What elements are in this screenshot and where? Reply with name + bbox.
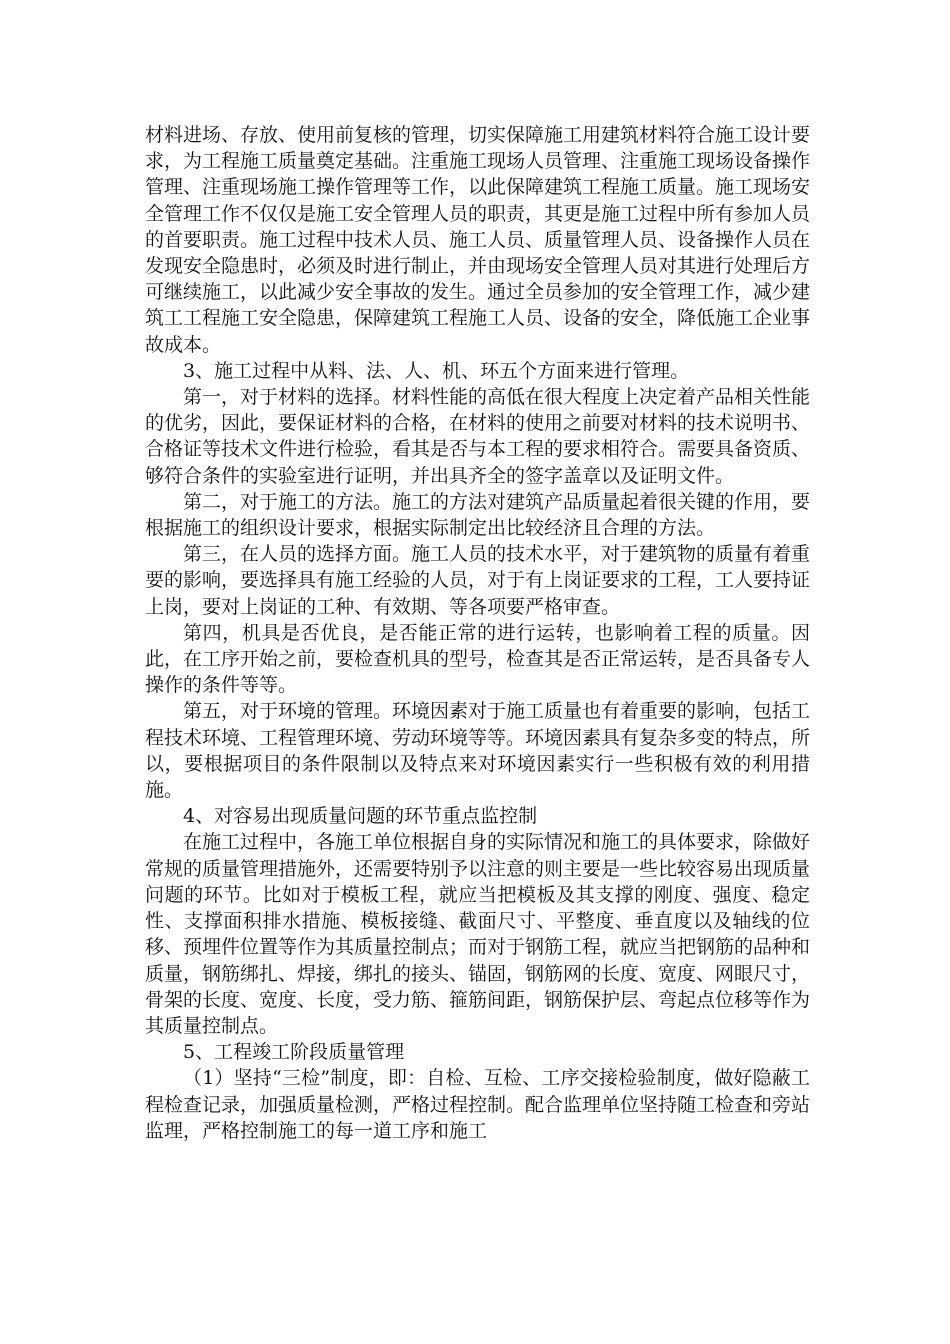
paragraph-6: 第四，机具是否优良，是否能正常的进行运转，也影响着工程的质量。因此，在工序开始之前，要检查机具的型号，检查其是否正常运转，是否具备专人操作的条件等等。 (145, 621, 811, 697)
paragraph-10: 5、工程竣工阶段质量管理 (183, 1041, 405, 1064)
paragraph-4: 第二，对于施工的方法。施工的方法对建筑产品质量起着很关键的作用，要根据施工的组织设计要求，根据实际制定出比较经济且合理的方法。 (145, 490, 811, 540)
paragraph-3: 第一，对于材料的选择。材料性能的高低在很大程度上决定着产品相关性能的优劣，因此，要保证材料的合格，在材料的使用之前要对材料的技术说明书、合格证等技术文件进行检验，看其是否与本工程的要求相符合。需要具备资质、够符合条件的实验室进行证明，并出具齐全的签字盖章以及证明文件。 (145, 386, 811, 487)
paragraph-2: 3、施工过程中从料、法、人、机、环五个方面来进行管理。 (183, 359, 690, 382)
paragraph-5: 第三，在人员的选择方面。施工人员的技术水平，对于建筑物的质量有着重要的影响，要选择具有施工经验的人员，对于有上岗证要求的工程，工人要持证上岗，要对上岗证的工种、有效期、等各项要严格审查。 (145, 543, 811, 618)
paragraph-11: （1）坚持“三检”制度，即：自检、互检、工序交接检验制度，做好隐蔽工程检查记录，加强质量检测，严格过程控制。配合监理单位坚持随工检查和旁站监理，严格控制施工的每一道工序和施工 (145, 1067, 811, 1142)
document-body (145, 122, 810, 1144)
paragraph-7: 第五，对于环境的管理。环境因素对于施工质量也有着重要的影响，包括工程技术环境、工程管理环境、劳动环境等等。环境因素具有复杂多变的特点，所以，要根据项目的条件限制以及特点来对环境因素实行一些积极有效的利用措施。 (145, 700, 811, 802)
paragraph-1: 材料进场、存放、使用前复核的管理，切实保障施工用建筑材料符合施工设计要求，为工程施工质量奠定基础。注重施工现场人员管理、注重施工现场设备操作管理、注重现场施工操作管理等工作，以此保障建筑工程施工质量。施工现场安全管理工作不仅仅是施工安全管理人员的职责，其更是施工过程中所有参加人员的首要职责。施工过程中技术人员、施工人员、质量管理人员、设备操作人员在发现安全隐患时，必须及时进行制止，并由现场安全管理人员对其进行处理后方可继续施工，以此减少安全事故的发生。通过全员参加的安全管理工作，减少建筑工工程施工安全隐患，保障建筑工程施工人员、设备的安全，降低施工企业事故成本。 (145, 124, 811, 356)
paragraph-8: 4、对容易出现质量问题的环节重点监控制 (183, 805, 538, 828)
paragraph-9: 在施工过程中，各施工单位根据自身的实际情况和施工的具体要求，除做好常规的质量管理措施外，还需要特别予以注意的则主要是一些比较容易出现质量问题的环节。比如对于模板工程，就应当把模板及其支撑的刚度、强度、稳定性、支撑面积排水措施、模板接缝、截面尺寸、平整度、垂直度以及轴线的位移、预埋件位置等作为其质量控制点；而对于钢筋工程，就应当把钢筋的品种和质量，钢筋绑扎、焊接，绑扎的接头、锚固，钢筋网的长度、宽度、网眼尺寸，骨架的长度、宽度、长度，受力筋、箍筋间距，钢筋保护层、弯起点位移等作为其质量控制点。 (145, 831, 811, 1037)
